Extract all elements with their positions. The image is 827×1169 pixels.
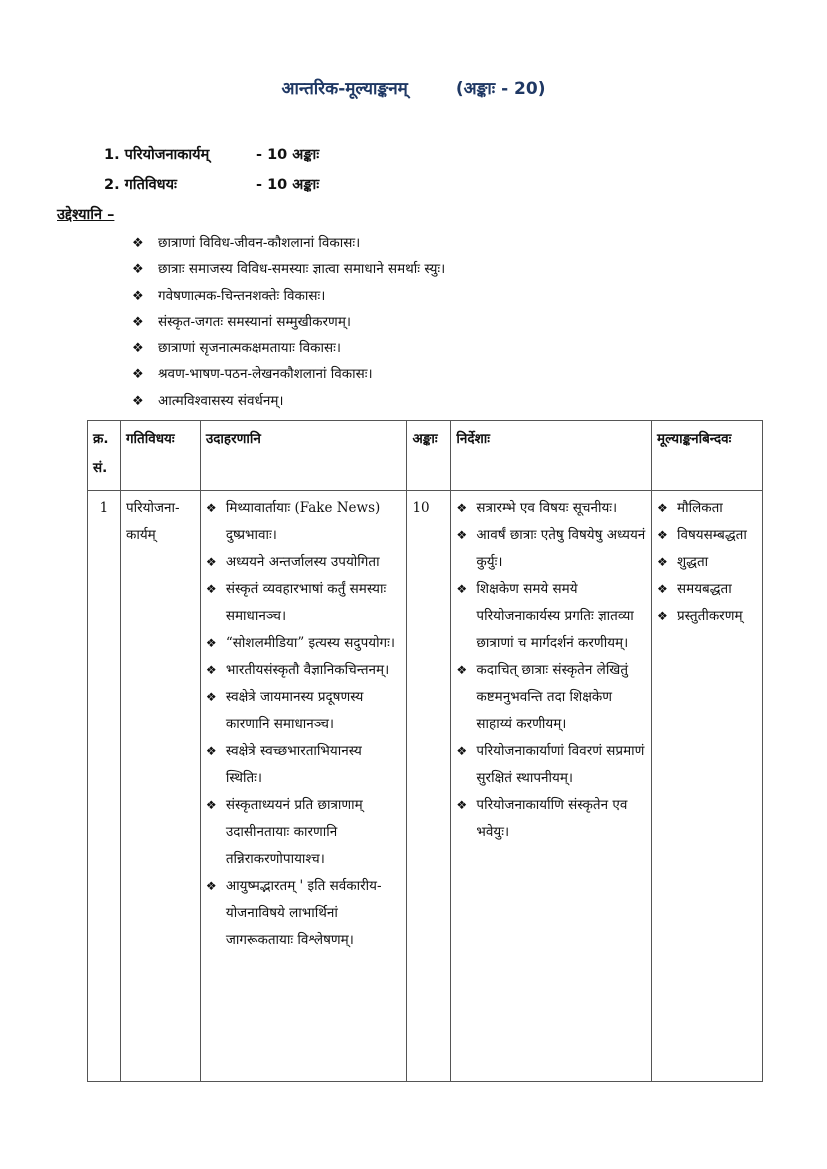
- list-item: [456, 576, 646, 657]
- cell-examples: [200, 491, 407, 1082]
- bullet-icon: ❖: [205, 555, 217, 569]
- list-item: [206, 684, 402, 738]
- bullet-icon: ❖: [132, 288, 144, 304]
- objective-item: [132, 257, 445, 283]
- list-item: [456, 738, 646, 792]
- marks-value: - 10 अङ्काः: [256, 147, 320, 163]
- list-item-text: शुद्धता: [677, 554, 709, 570]
- list-item: [657, 522, 757, 549]
- marks-label: 1. परियोजनाकार्यम्: [104, 147, 210, 163]
- marks-item-activities: [104, 174, 319, 194]
- title-marks: (अङ्काः - 20): [455, 79, 546, 99]
- bullet-icon: ❖: [456, 528, 468, 542]
- marks-label: 2. गतिविधयः: [104, 177, 177, 193]
- list-item-text: मिथ्यावार्तायाः (Fake News) दुष्प्रभावाः।: [225, 500, 381, 543]
- list-item: [657, 549, 757, 576]
- bullet-icon: ❖: [456, 582, 468, 596]
- objective-text: गवेषणात्मक-चिन्तनशक्तेः विकासः।: [158, 287, 326, 304]
- header-instructions: निर्देशाः: [451, 421, 652, 491]
- bullet-icon: ❖: [205, 636, 217, 650]
- list-item-text: स्वक्षेत्रे स्वच्छभारताभियानस्य स्थितिः।: [225, 743, 362, 786]
- list-item-text: संस्कृतं व्यवहारभाषां कर्तुं समस्याः समाधानञ्च।: [225, 581, 387, 624]
- table-header-row: [88, 421, 763, 491]
- header-examples: उदाहरणानि: [200, 421, 407, 491]
- list-item: [206, 495, 402, 549]
- list-item: [206, 630, 402, 657]
- bullet-icon: ❖: [456, 798, 468, 812]
- list-item: [456, 495, 646, 522]
- list-item: [657, 603, 757, 630]
- list-item-text: संस्कृताध्ययनं प्रति छात्राणाम् उदासीनतायाः कारणानि तन्निराकरणोपायाश्च।: [225, 797, 363, 867]
- list-item-text: मौलिकता: [677, 500, 723, 516]
- objective-item: [132, 284, 445, 310]
- objective-text: श्रवण-भाषण-पठन-लेखनकौशलानां विकासः।: [158, 366, 373, 383]
- list-item-text: भारतीयसंस्कृतौ वैज्ञानिकचिन्तनम्।: [225, 662, 390, 678]
- header-activity: गतिविधयः: [120, 421, 200, 491]
- marks-item-project: [104, 144, 319, 164]
- examples-list: [206, 495, 402, 954]
- bullet-icon: ❖: [205, 798, 217, 812]
- objectives-heading: उद्देश्यानि –: [57, 207, 115, 223]
- list-item: [456, 792, 646, 846]
- bullet-icon: ❖: [132, 393, 144, 409]
- list-item: [456, 522, 646, 576]
- bullet-icon: ❖: [456, 744, 468, 758]
- objective-item: [132, 310, 445, 336]
- list-item-text: स्वक्षेत्रे जायमानस्य प्रदूषणस्य कारणानि समाधानञ्च।: [225, 689, 364, 732]
- bullet-icon: ❖: [205, 501, 217, 515]
- list-item: [206, 549, 402, 576]
- bullet-icon: ❖: [205, 582, 217, 596]
- list-item-text: प्रस्तुतीकरणम्: [677, 608, 743, 624]
- cell-sno: 1: [88, 491, 121, 1082]
- bullet-icon: ❖: [205, 879, 217, 893]
- list-item-text: “सोशलमीडिया” इत्यस्य सदुपयोगः।: [225, 635, 396, 651]
- bullet-icon: ❖: [657, 609, 668, 623]
- list-item-text: परियोजनाकार्याणि संस्कृतेन एव भवेयुः।: [476, 797, 628, 840]
- bullet-icon: ❖: [132, 262, 144, 278]
- bullet-icon: ❖: [132, 236, 144, 251]
- objective-item: [132, 362, 445, 388]
- bullet-icon: ❖: [657, 528, 668, 542]
- bullet-icon: ❖: [657, 582, 668, 596]
- bullet-icon: ❖: [132, 341, 144, 357]
- objective-text: आत्मविश्वासस्य संवर्धनम्।: [158, 392, 284, 409]
- objective-item: [132, 389, 445, 415]
- header-sno: क्र. सं.: [88, 421, 121, 491]
- list-item-text: परियोजनाकार्याणां विवरणं सप्रमाणं सुरक्षितं स्थापनीयम्।: [476, 743, 645, 786]
- criteria-list: [657, 495, 757, 630]
- cell-criteria: [652, 491, 763, 1082]
- objective-text: छात्राः समाजस्य विविध-समस्याः ज्ञात्वा समाधाने समर्थाः स्युः।: [158, 261, 446, 278]
- list-item: [206, 792, 402, 873]
- bullet-icon: ❖: [456, 501, 468, 515]
- list-item: [206, 576, 402, 630]
- list-item-text: समयबद्धता: [677, 581, 732, 597]
- bullet-icon: ❖: [132, 314, 144, 330]
- objective-text: छात्राणां विविध-जीवन-कौशलानां विकासः।: [158, 235, 361, 251]
- list-item-text: आयुष्मद्भारतम् ' इति सर्वकारीय-योजनाविषये लाभार्थिनां जागरूकतायाः विश्लेषणम्।: [225, 878, 382, 948]
- list-item: [206, 873, 402, 954]
- header-marks: अङ्काः: [407, 421, 451, 491]
- objective-text: छात्राणां सृजनात्मकक्षमतायाः विकासः।: [158, 340, 341, 357]
- bullet-icon: ❖: [132, 367, 144, 383]
- cell-activity: परियोजना-कार्यम्: [120, 491, 200, 1082]
- list-item-text: आवर्षं छात्राः एतेषु विषयेषु अध्ययनं कुर्युः।: [476, 527, 646, 570]
- bullet-icon: ❖: [657, 555, 668, 569]
- instructions-list: [456, 495, 646, 846]
- header-criteria: मूल्याङ्कनबिन्दवः: [652, 421, 763, 491]
- list-item-text: शिक्षकेण समये समये परियोजनाकार्यस्य प्रगतिः ज्ञातव्या छात्राणां च मार्गदर्शनं करणीयम्।: [476, 581, 634, 651]
- bullet-icon: ❖: [205, 744, 217, 758]
- assessment-table: [87, 420, 763, 1082]
- list-item: [206, 738, 402, 792]
- objective-item: [132, 231, 445, 257]
- page-title: [0, 76, 827, 99]
- table-row: [88, 491, 763, 1082]
- list-item: [206, 657, 402, 684]
- marks-value: - 10 अङ्काः: [256, 177, 320, 193]
- bullet-icon: ❖: [205, 690, 217, 704]
- bullet-icon: ❖: [456, 663, 468, 677]
- cell-instructions: [451, 491, 652, 1082]
- list-item: [456, 657, 646, 738]
- cell-marks: 10: [407, 491, 451, 1082]
- list-item-text: कदाचित् छात्राः संस्कृतेन लेखितुं कष्टमनुभवन्ति तदा शिक्षकेण साहाय्यं करणीयम्।: [476, 662, 629, 732]
- list-item: [657, 495, 757, 522]
- list-item: [657, 576, 757, 603]
- title-text: आन्तरिक-मूल्याङ्कनम्: [281, 79, 408, 99]
- bullet-icon: ❖: [657, 501, 668, 515]
- list-item-text: अध्ययने अन्तर्जालस्य उपयोगिता: [225, 554, 380, 570]
- objective-text: संस्कृत-जगतः समस्यानां सम्मुखीकरणम्।: [158, 313, 352, 330]
- objectives-list: [132, 231, 445, 415]
- list-item-text: विषयसम्बद्धता: [677, 527, 747, 543]
- objective-item: [132, 336, 445, 362]
- list-item-text: सत्रारम्भे एव विषयः सूचनीयः।: [476, 500, 618, 516]
- bullet-icon: ❖: [205, 663, 217, 677]
